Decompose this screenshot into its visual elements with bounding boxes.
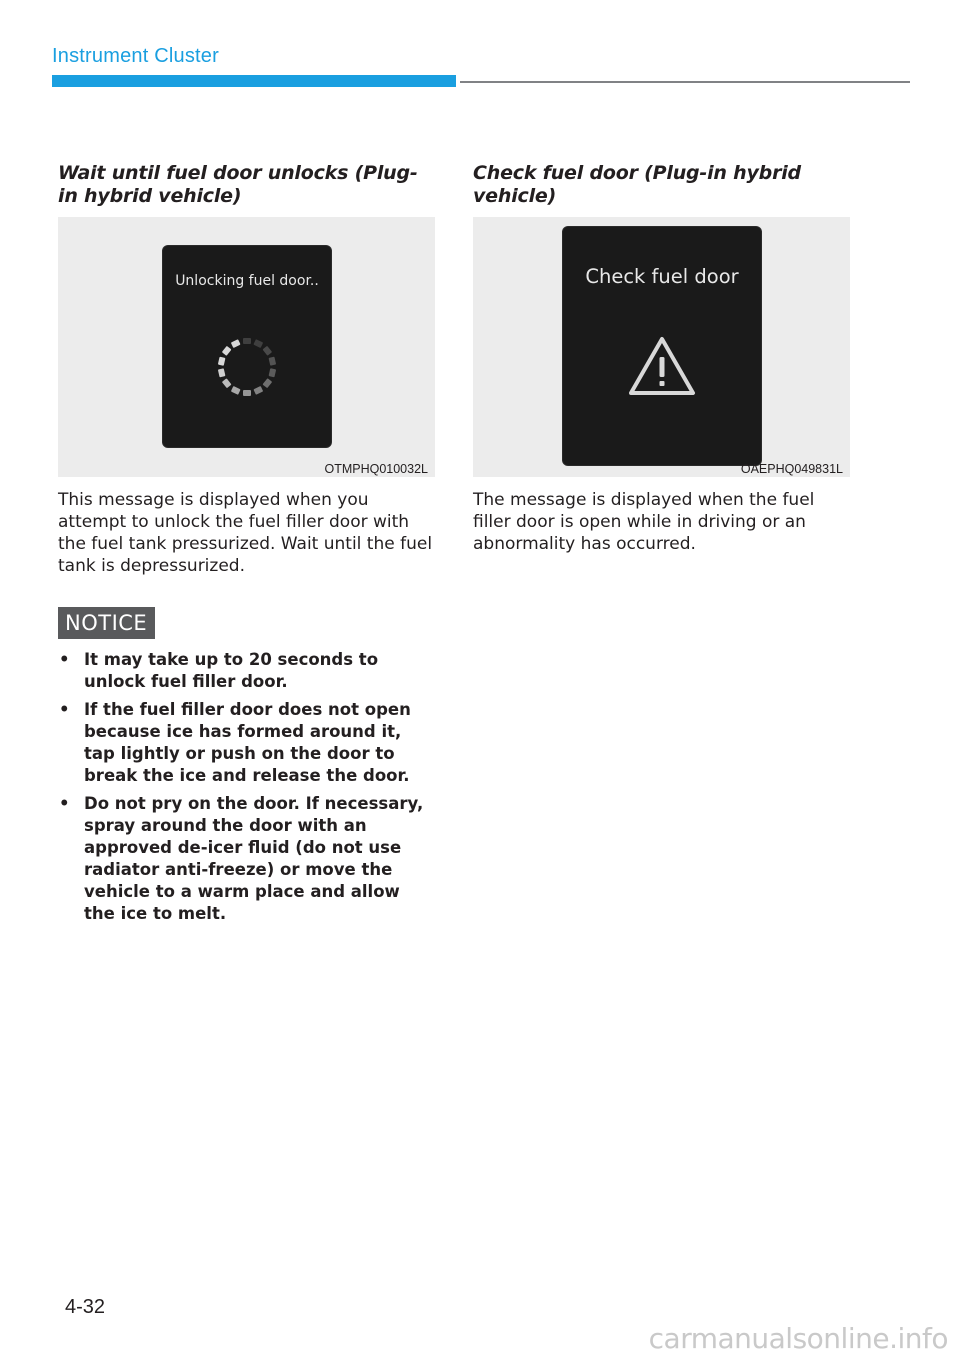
right-column (473, 162, 850, 555)
left-column (58, 162, 435, 931)
notice-badge: NOTICE (58, 607, 155, 639)
header-accent-bar (52, 75, 456, 87)
screen-message: Check fuel door (585, 265, 739, 288)
header-rule (460, 81, 910, 83)
notice-item (58, 793, 435, 925)
left-body-text: This message is displayed when you attempt to unlock the fuel filler door with the fuel tank pressurized. Wait until the fuel tank is depressurized. (58, 490, 433, 576)
right-heading: Check fuel door (Plug-in hybrid vehicle) (473, 162, 801, 207)
notice-item (58, 699, 435, 787)
notice-item-text: It may take up to 20 seconds to unlock fuel filler door. (84, 650, 379, 691)
notice-list (58, 649, 435, 925)
bullet-icon: • (59, 650, 70, 669)
bullet-icon: • (59, 700, 70, 719)
cluster-screen-check-door (563, 227, 761, 465)
watermark: carmanualsonline.info (648, 1322, 948, 1355)
notice-item-text: Do not pry on the door. If necessary, spray around the door with an approved de-icer fluid (do not use radiator anti-freeze) or move the vehicle to a warm place and allow the ice to melt. (84, 794, 424, 923)
loading-spinner-icon (214, 334, 280, 400)
notice-item (58, 649, 435, 693)
left-figure (58, 217, 435, 477)
figure-code: OTMPHQ010032L (324, 462, 428, 476)
screen-message: Unlocking fuel door.. (175, 273, 319, 289)
section-title: Instrument Cluster (52, 45, 219, 67)
bullet-icon: • (59, 794, 70, 813)
warning-triangle-icon (627, 335, 697, 397)
cluster-screen-unlocking (163, 246, 331, 447)
left-heading: Wait until fuel door unlocks (Plug-in hybrid vehicle) (58, 162, 418, 207)
notice-item-text: If the fuel filler door does not open because ice has formed around it, tap lightly or push on the door to break the ice and release the door. (84, 700, 411, 785)
figure-code: OAEPHQ049831L (740, 462, 843, 476)
right-body-text: The message is displayed when the fuel filler door is open while in driving or an abnormality has occurred. (473, 490, 815, 554)
page-number: 4-32 (65, 1296, 106, 1318)
right-figure (473, 217, 850, 477)
